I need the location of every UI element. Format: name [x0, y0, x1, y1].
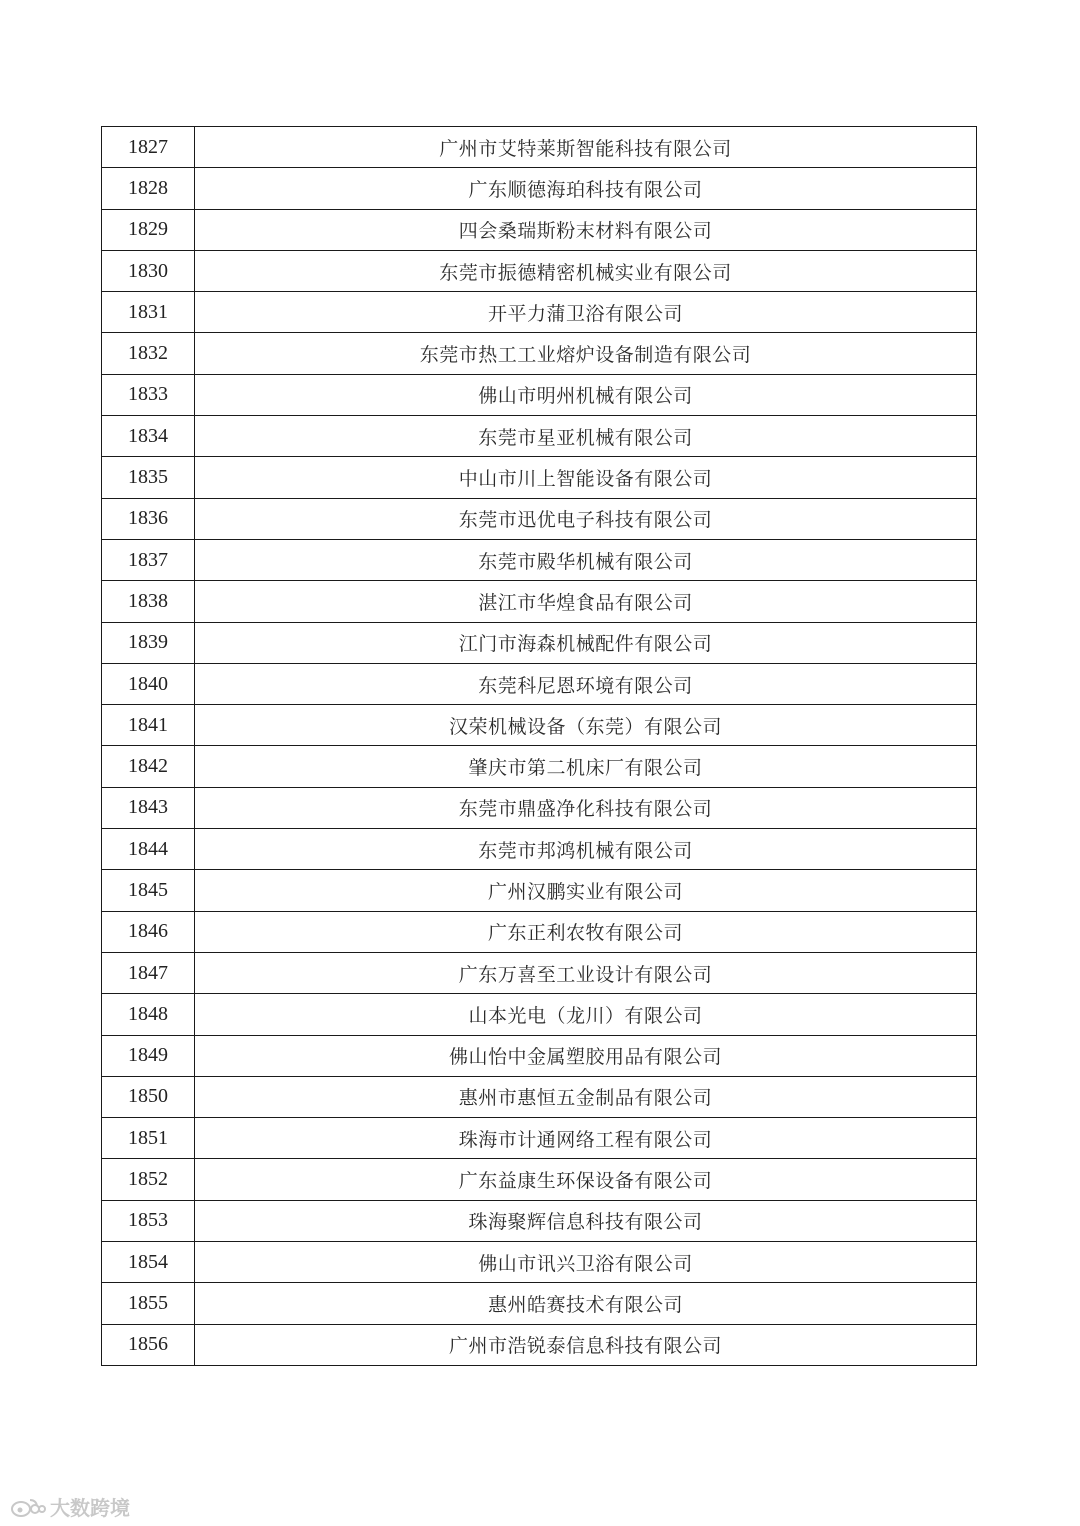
- table-row: [102, 168, 977, 209]
- row-number: 1850: [102, 1076, 195, 1117]
- row-number: 1840: [102, 663, 195, 704]
- company-name: 肇庆市第二机床厂有限公司: [195, 746, 977, 787]
- company-list-body: [102, 127, 977, 1366]
- row-number: 1829: [102, 209, 195, 250]
- table-row: [102, 1200, 977, 1241]
- row-number: 1844: [102, 829, 195, 870]
- company-name: 佛山市明州机械有限公司: [195, 374, 977, 415]
- table-row: [102, 581, 977, 622]
- company-name: 珠海聚辉信息科技有限公司: [195, 1200, 977, 1241]
- company-name: 东莞科尼恩环境有限公司: [195, 663, 977, 704]
- table-row: [102, 374, 977, 415]
- table-row: [102, 416, 977, 457]
- row-number: 1834: [102, 416, 195, 457]
- row-number: 1846: [102, 911, 195, 952]
- row-number: 1842: [102, 746, 195, 787]
- company-name: 广东正利农牧有限公司: [195, 911, 977, 952]
- company-name: 佛山市讯兴卫浴有限公司: [195, 1242, 977, 1283]
- company-name: 惠州市惠恒五金制品有限公司: [195, 1076, 977, 1117]
- table-row: [102, 333, 977, 374]
- row-number: 1843: [102, 787, 195, 828]
- company-name: 广州市浩锐泰信息科技有限公司: [195, 1324, 977, 1365]
- row-number: 1837: [102, 539, 195, 580]
- company-name: 东莞市振德精密机械实业有限公司: [195, 250, 977, 291]
- company-name: 山本光电（龙川）有限公司: [195, 994, 977, 1035]
- company-name: 东莞市迅优电子科技有限公司: [195, 498, 977, 539]
- row-number: 1851: [102, 1118, 195, 1159]
- table-row: [102, 1242, 977, 1283]
- company-name: 汉荣机械设备（东莞）有限公司: [195, 705, 977, 746]
- row-number: 1849: [102, 1035, 195, 1076]
- row-number: 1835: [102, 457, 195, 498]
- company-name: 东莞市殿华机械有限公司: [195, 539, 977, 580]
- company-name: 湛江市华煌食品有限公司: [195, 581, 977, 622]
- table-row: [102, 787, 977, 828]
- company-name: 东莞市星亚机械有限公司: [195, 416, 977, 457]
- company-name: 广州汉鹏实业有限公司: [195, 870, 977, 911]
- table-row: [102, 705, 977, 746]
- company-name: 东莞市鼎盛净化科技有限公司: [195, 787, 977, 828]
- company-name: 开平力蒲卫浴有限公司: [195, 292, 977, 333]
- table-row: [102, 994, 977, 1035]
- table-row: [102, 1159, 977, 1200]
- company-name: 东莞市热工工业熔炉设备制造有限公司: [195, 333, 977, 374]
- row-number: 1848: [102, 994, 195, 1035]
- row-number: 1845: [102, 870, 195, 911]
- row-number: 1836: [102, 498, 195, 539]
- row-number: 1854: [102, 1242, 195, 1283]
- company-name: 东莞市邦鸿机械有限公司: [195, 829, 977, 870]
- company-name: 惠州皓赛技术有限公司: [195, 1283, 977, 1324]
- row-number: 1832: [102, 333, 195, 374]
- company-name: 广东顺德海珀科技有限公司: [195, 168, 977, 209]
- row-number: 1853: [102, 1200, 195, 1241]
- table-row: [102, 498, 977, 539]
- row-number: 1841: [102, 705, 195, 746]
- table-row: [102, 1076, 977, 1117]
- row-number: 1852: [102, 1159, 195, 1200]
- table-row: [102, 250, 977, 291]
- table-row: [102, 1118, 977, 1159]
- row-number: 1831: [102, 292, 195, 333]
- row-number: 1839: [102, 622, 195, 663]
- row-number: 1828: [102, 168, 195, 209]
- row-number: 1856: [102, 1324, 195, 1365]
- table-row: [102, 457, 977, 498]
- table-row: [102, 870, 977, 911]
- table-row: [102, 1283, 977, 1324]
- company-name: 广东万喜至工业设计有限公司: [195, 952, 977, 993]
- table-row: [102, 209, 977, 250]
- table-row: [102, 952, 977, 993]
- table-row: [102, 1035, 977, 1076]
- company-name: 广州市艾特莱斯智能科技有限公司: [195, 127, 977, 168]
- table-row: [102, 911, 977, 952]
- company-name: 广东益康生环保设备有限公司: [195, 1159, 977, 1200]
- company-name: 佛山怡中金属塑胶用品有限公司: [195, 1035, 977, 1076]
- company-list-table: [101, 126, 977, 1366]
- row-number: 1838: [102, 581, 195, 622]
- weibo-logo-icon: [10, 1495, 46, 1519]
- table-row: [102, 622, 977, 663]
- table-row: [102, 127, 977, 168]
- row-number: 1847: [102, 952, 195, 993]
- watermark-text: 大数跨境: [50, 1496, 130, 1520]
- company-name: 珠海市计通网络工程有限公司: [195, 1118, 977, 1159]
- table-row: [102, 746, 977, 787]
- row-number: 1827: [102, 127, 195, 168]
- row-number: 1830: [102, 250, 195, 291]
- table-row: [102, 292, 977, 333]
- table-row: [102, 1324, 977, 1365]
- table-row: [102, 829, 977, 870]
- table-row: [102, 663, 977, 704]
- company-name: 江门市海森机械配件有限公司: [195, 622, 977, 663]
- table-row: [102, 539, 977, 580]
- watermark: [10, 1492, 130, 1521]
- row-number: 1855: [102, 1283, 195, 1324]
- company-name: 四会桑瑞斯粉末材料有限公司: [195, 209, 977, 250]
- row-number: 1833: [102, 374, 195, 415]
- company-name: 中山市川上智能设备有限公司: [195, 457, 977, 498]
